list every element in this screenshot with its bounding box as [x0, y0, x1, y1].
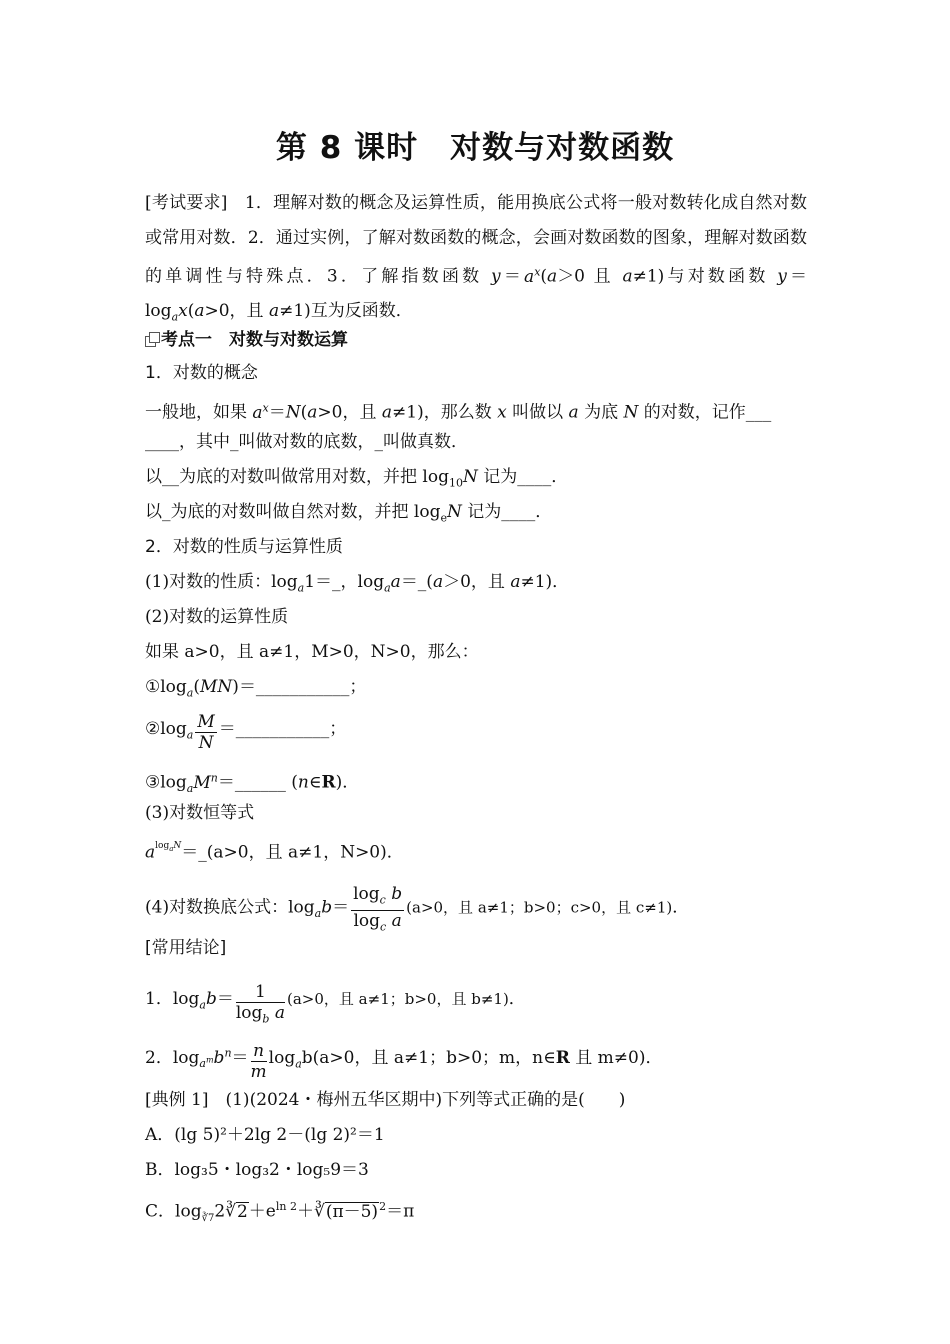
- option-b: B．log₃5・log₃2・log₅9＝3: [145, 1160, 369, 1180]
- page-title: 第 8 课时 对数与对数函数: [275, 130, 675, 166]
- concept-line-2: ____，其中_叫做对数的底数，_叫做真数．: [145, 432, 468, 452]
- section-heading: 考点一 对数与对数运算: [145, 328, 348, 352]
- identity: $a^{log_aN}=\_(a>0$，且 a≠1，N>0)．: [145, 841, 404, 863]
- concept-heading: 1．对数的概念: [145, 363, 258, 383]
- rule-2: $②\log_a$ $\frac{M}{N}$ ＝___________；: [145, 712, 347, 753]
- property-2: (2)对数的运算性质: [145, 607, 289, 627]
- requirements-tag: [考试要求]: [145, 193, 228, 213]
- example-tag: [典例 1]: [145, 1090, 209, 1110]
- property-3: (3)对数恒等式: [145, 803, 255, 823]
- requirements-formula-2: y: [777, 266, 787, 287]
- rule-1: $①\log_a(MN)=\_\_\_\_\_\_\_\_\_\_\_$；: [145, 677, 367, 700]
- conclusion-2: 2．$\log_{a^m}b^n=$ $\frac{n}{m}$ $\log_ab(a>0$，且 a≠1；b>0；m，n∈R 且 m≠0)．: [145, 1041, 663, 1082]
- section-icon: [145, 333, 158, 346]
- conclusion-1: 1．$\log_ab=$ $\frac{1}{\log_b a}$ (a>0，且 a≠1；b>0，且 b≠1)．: [145, 982, 526, 1026]
- property-2-condition: 如果 a>0，且 a≠1，M>0，N>0，那么：: [145, 642, 479, 662]
- change-of-base: (4)对数换底公式：$\log_ab=$ $\frac{\log_c b}{\log_c a}$ (a>0，且 a≠1；b>0；c>0，且 c≠1)．: [145, 884, 690, 934]
- option-a: A．(lg 5)²＋2lg 2－(lg 2)²＝1: [145, 1125, 385, 1145]
- properties-heading: 2．对数的性质与运算性质: [145, 537, 343, 557]
- property-1: (1)对数的性质：$\log_a1=\_$，$\log_aa=\_(a>0$，且 a≠1)．: [145, 572, 570, 595]
- concept-line-1: 一般地，如果 $a^x=N(a>0$，且 a≠1)，那么数 x 叫做以 a 为底 N 的对数，记作___: [145, 401, 772, 423]
- example-stem: [典例 1] (1)(2024・梅州五华区期中)下列等式正确的是( ): [145, 1090, 626, 1110]
- requirements-formula-1: y: [491, 266, 501, 287]
- exam-requirements: [考试要求] 1．理解对数的概念及运算性质，能用换底公式将一般对数转化成自然对数或常用对数．2．通过实例，了解对数函数的概念，会画对数函数的图象，理解对数函数的单调性与特殊点．3．了解指数函数 $y=a^x(a>0$ 且 a≠1)与对数函数 $y=\log_ax(a>0$，且 a≠1)互为反函数．: [145, 193, 808, 324]
- conclusions-heading: [常用结论]: [145, 938, 227, 958]
- option-c: C．$\log_{∛7}2∛2+e^{ln 2}+∛(\pi-5)^2=\pi$: [145, 1200, 415, 1225]
- rule-3: $③\log_aM^n=\_\_\_\_\_\_$ (n∈R)．: [145, 771, 360, 796]
- concept-line-3: 以__为底的对数叫做常用对数，并把 $\log_{10}N$ 记为____．: [145, 467, 569, 490]
- requirements-text: 1．理解对数的概念及运算性质，能用换底公式将一般对数转化成自然对数或常用对数．2．通过实例，了解对数函数的概念，会画对数函数的图象，理解对数函数的单调性与特殊点．3．了解指数函数: [145, 193, 808, 287]
- concept-line-4: 以_为底的对数叫做自然对数，并把 $\log_eN$ 记为____．: [145, 502, 553, 525]
